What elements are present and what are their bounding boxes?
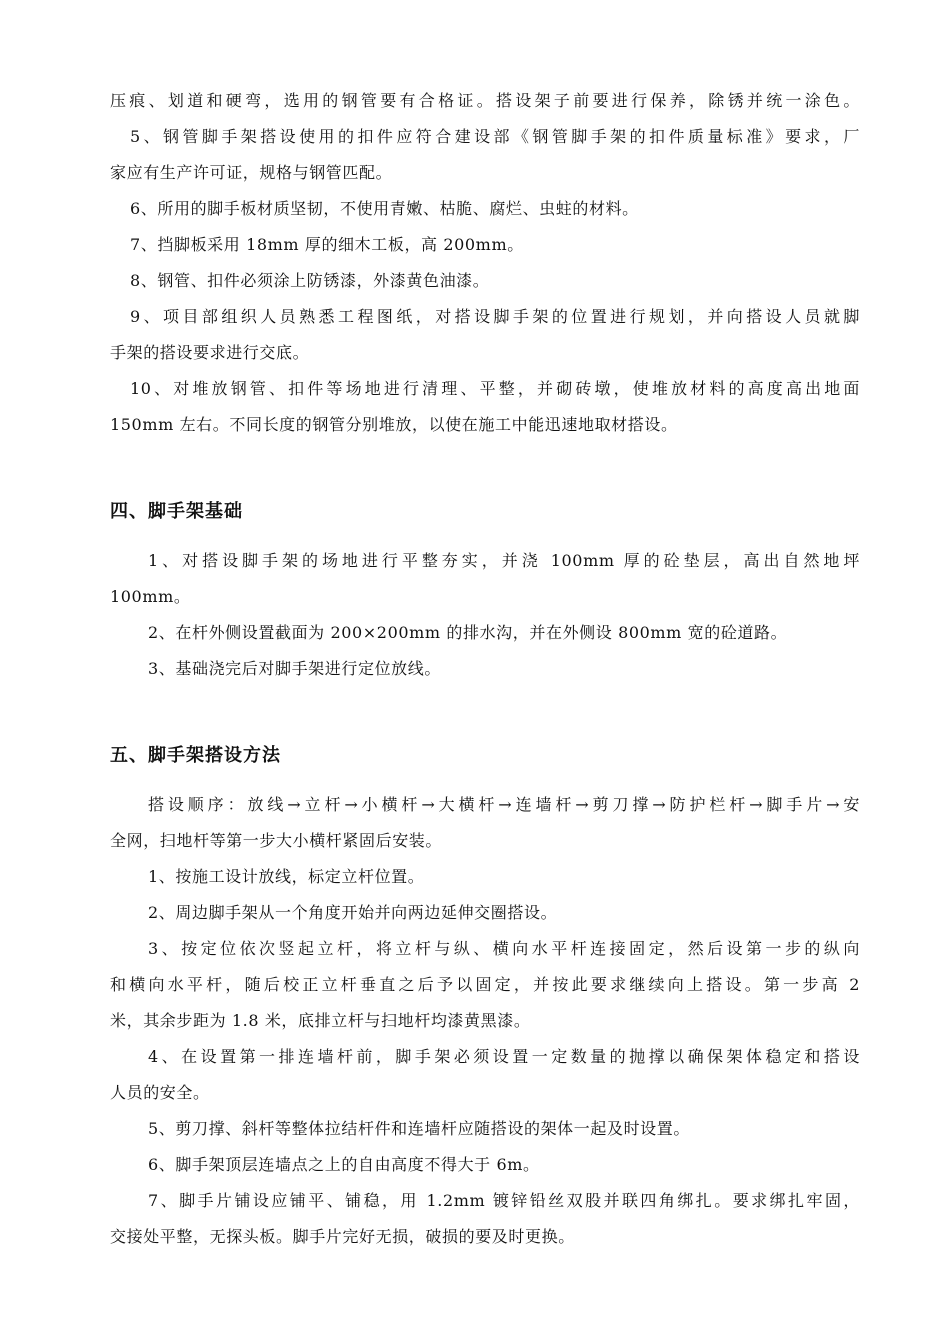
section-5-item-2: 2、周边脚手架从一个角度开始并向两边延伸交圈搭设。 <box>148 903 558 922</box>
build-order-line1: 搭设顺序：放线→立杆→小横杆→大横杆→连墙杆→剪刀撑→防护栏杆→脚手片→安 <box>148 795 860 814</box>
list-item-10-line1: 10、对堆放钢管、扣件等场地进行清理、平整，并砌砖墩，使堆放材料的高度高出地面 <box>130 379 860 398</box>
section-5-item-6: 6、脚手架顶层连墙点之上的自由高度不得大于 6m。 <box>148 1155 540 1174</box>
section-5-item-3-line3: 米，其余步距为 1.8 米，底排立杆与扫地杆均漆黄黑漆。 <box>110 1011 531 1030</box>
section-5-item-3-line1: 3、按定位依次竖起立杆，将立杆与纵、横向水平杆连接固定，然后设第一步的纵向 <box>148 939 860 958</box>
section-5-heading: 五、脚手架搭设方法 <box>110 745 281 766</box>
list-item-6: 6、所用的脚手板材质坚韧，不使用青嫩、枯脆、腐烂、虫蛀的材料。 <box>130 199 639 218</box>
list-item-8: 8、钢管、扣件必须涂上防锈漆，外漆黄色油漆。 <box>130 271 490 290</box>
list-item-5-line2: 家应有生产许可证，规格与钢管匹配。 <box>110 163 393 182</box>
section-4-item-1-line1: 1、对搭设脚手架的场地进行平整夯实，并浇 100mm 厚的砼垫层，高出自然地坪 <box>148 551 860 570</box>
list-item-7: 7、挡脚板采用 18mm 厚的细木工板，高 200mm。 <box>130 235 524 254</box>
list-item-10-line2: 150mm 左右。不同长度的钢管分别堆放，以使在施工中能迅速地取材搭设。 <box>110 415 678 434</box>
list-item-9-line1: 9、项目部组织人员熟悉工程图纸，对搭设脚手架的位置进行规划，并向搭设人员就脚 <box>130 307 860 326</box>
section-5-item-1: 1、按施工设计放线，标定立杆位置。 <box>148 867 425 886</box>
paragraph-line: 压痕、划道和硬弯，选用的钢管要有合格证。搭设架子前要进行保养，除锈并统一涂色。 <box>110 91 860 110</box>
section-5-item-4-line2: 人员的安全。 <box>110 1083 210 1102</box>
section-5-item-7-line1: 7、脚手片铺设应铺平、铺稳，用 1.2mm 镀锌铅丝双股并联四角绑扎。要求绑扎牢固， <box>148 1191 860 1210</box>
section-5-item-3-line2: 和横向水平杆，随后校正立杆垂直之后予以固定，并按此要求继续向上搭设。第一步高 2 <box>110 975 860 994</box>
section-4-heading: 四、脚手架基础 <box>110 501 243 522</box>
section-5-item-7-line2: 交接处平整，无探头板。脚手片完好无损，破损的要及时更换。 <box>110 1227 575 1246</box>
section-4-item-3: 3、基础浇完后对脚手架进行定位放线。 <box>148 659 441 678</box>
list-item-5-line1: 5、钢管脚手架搭设使用的扣件应符合建设部《钢管脚手架的扣件质量标准》要求，厂 <box>130 127 860 146</box>
list-item-9-line2: 手架的搭设要求进行交底。 <box>110 343 310 362</box>
section-4-item-1-line2: 100mm。 <box>110 587 191 606</box>
section-5-item-4-line1: 4、在设置第一排连墙杆前，脚手架必须设置一定数量的抛撑以确保架体稳定和搭设 <box>148 1047 860 1066</box>
section-4-item-2: 2、在杆外侧设置截面为 200×200mm 的排水沟，并在外侧设 800mm 宽的砼道路。 <box>148 623 788 642</box>
section-5-item-5: 5、剪刀撑、斜杆等整体拉结杆件和连墙杆应随搭设的架体一起及时设置。 <box>148 1119 690 1138</box>
build-order-line2: 全网，扫地杆等第一步大小横杆紧固后安装。 <box>110 831 443 850</box>
